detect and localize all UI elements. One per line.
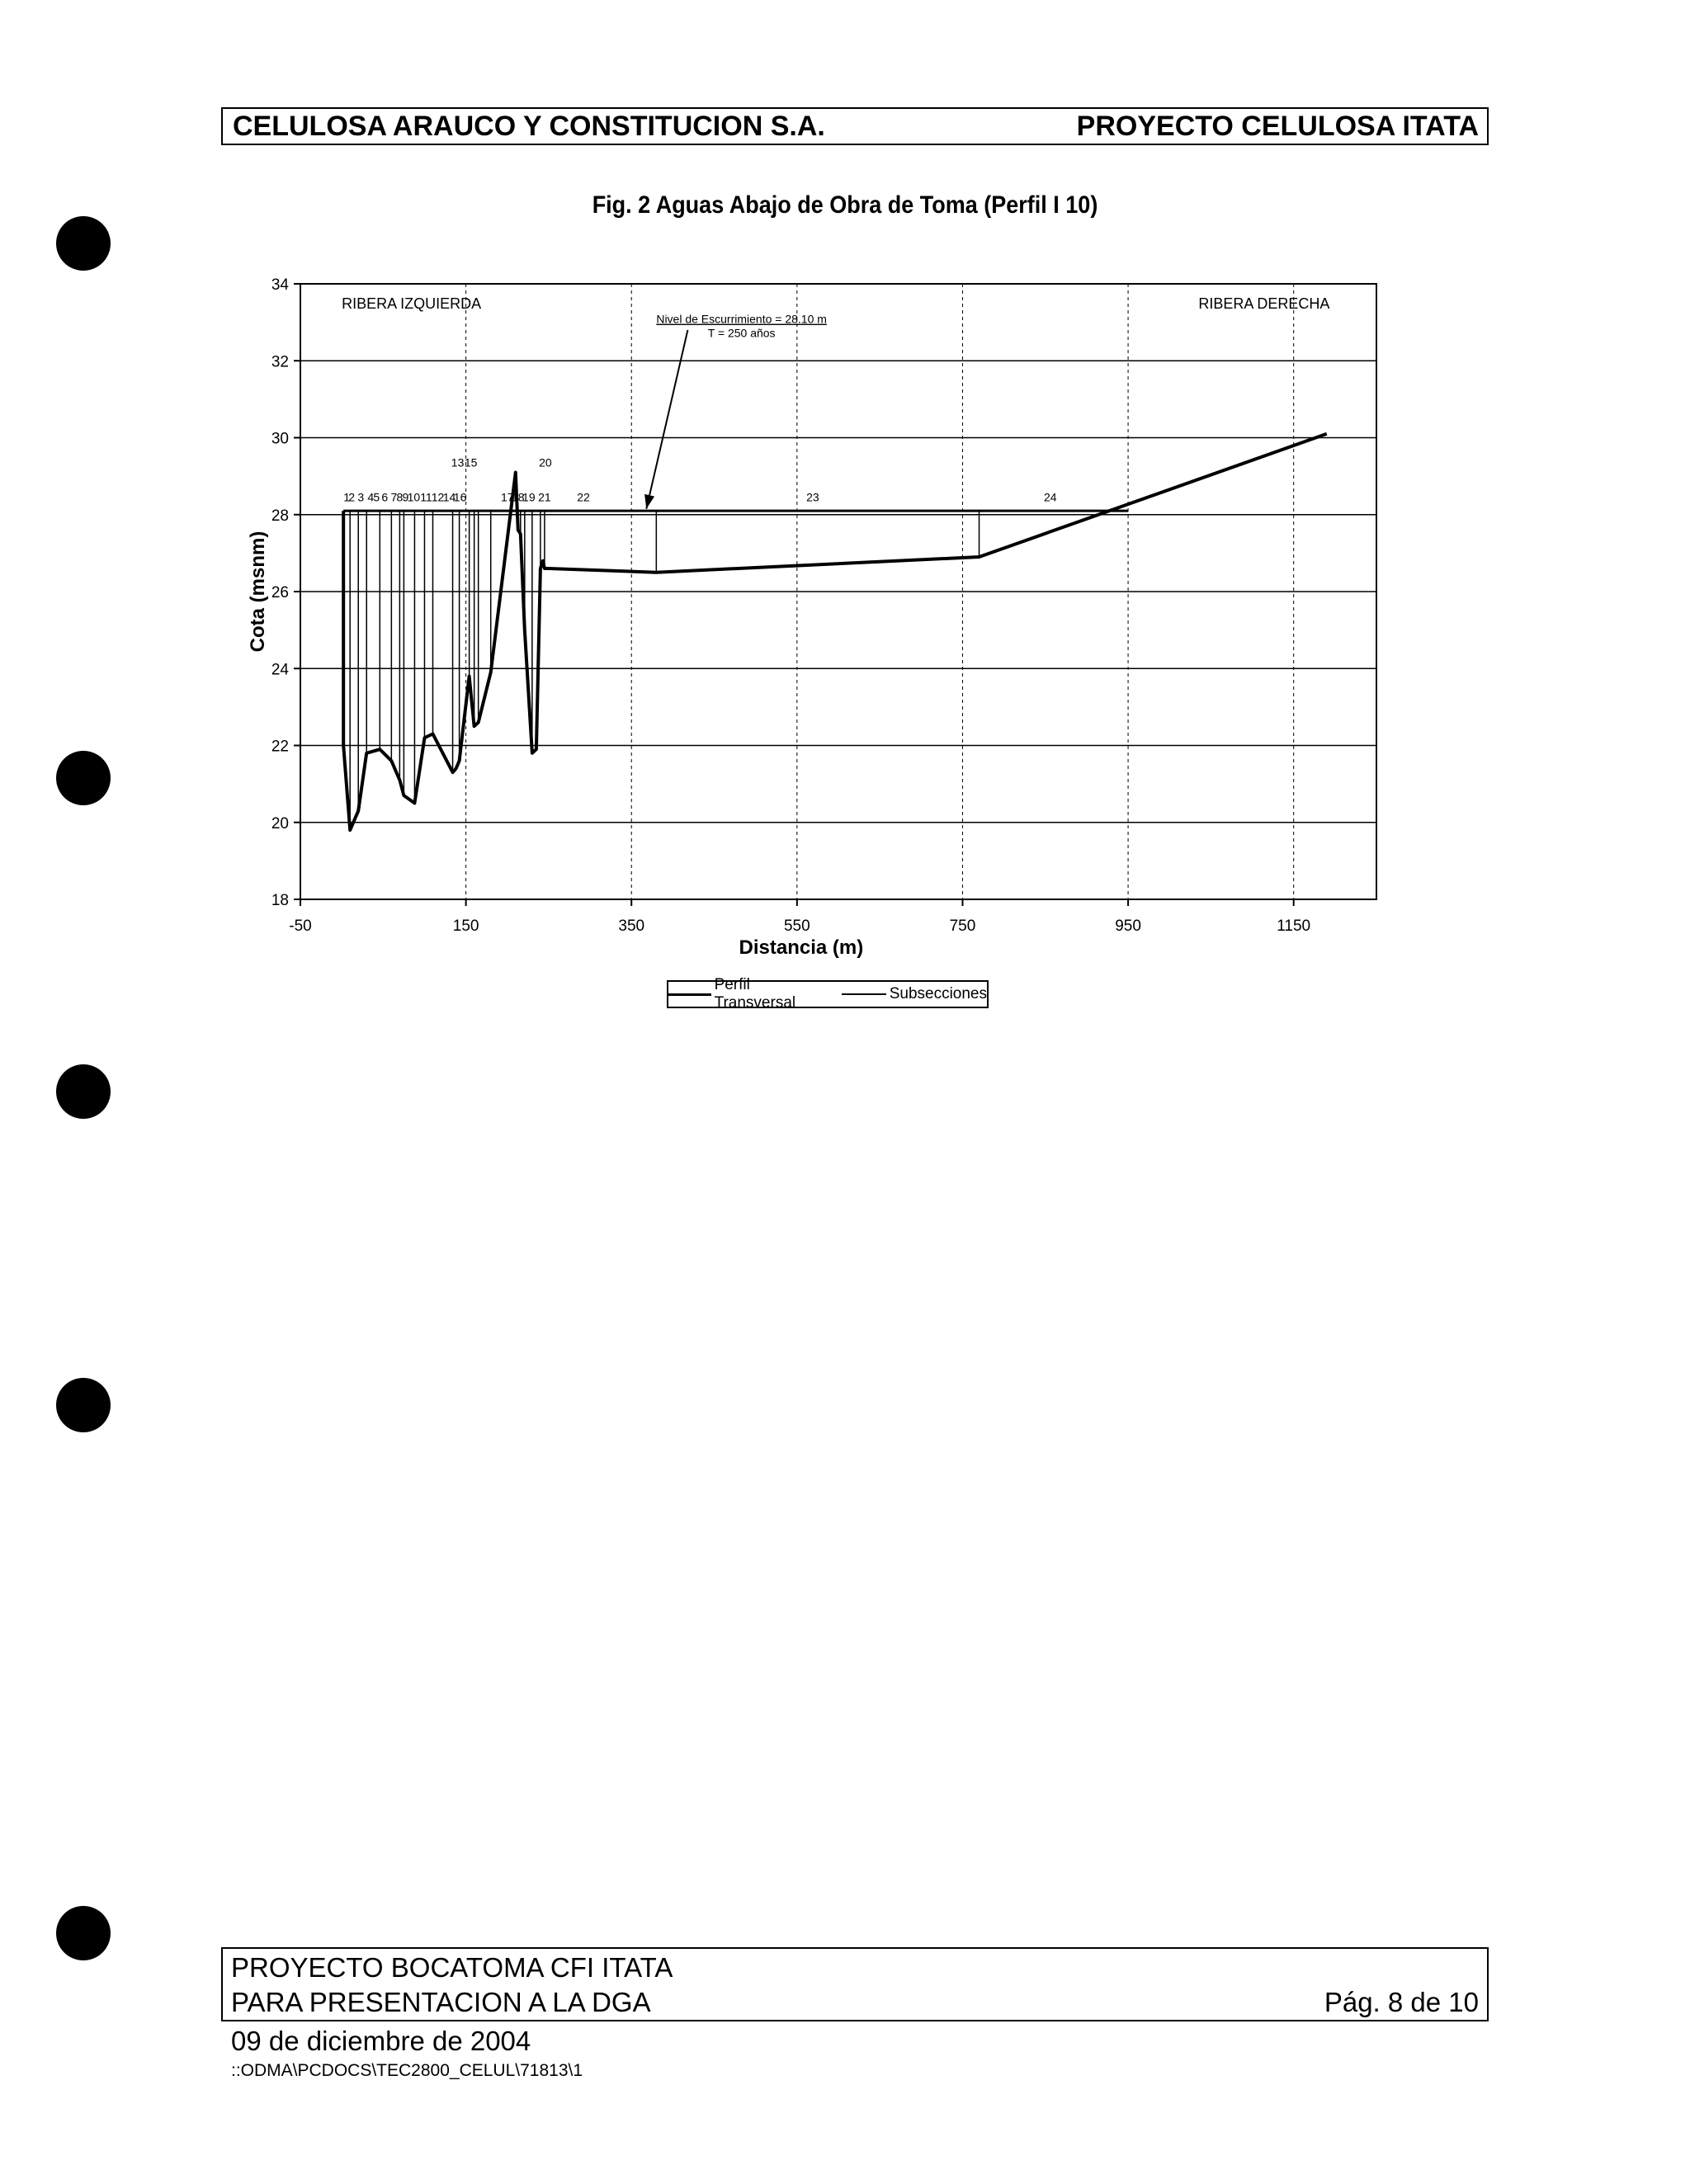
subsection-label: 6 (381, 490, 389, 504)
subsection-label: 13 (451, 455, 465, 469)
subsection-label: 4 (367, 490, 375, 504)
legend-label-subsections: Subsecciones (889, 985, 987, 1002)
subsection-label: 17 (500, 490, 514, 504)
chart-grid (300, 284, 1376, 899)
tick-label-y: 28 (271, 507, 289, 525)
subsection-label: 1 (343, 490, 351, 504)
page-number: Pág. 8 de 10 (1324, 1987, 1479, 2017)
subsections-series (343, 511, 1128, 830)
legend-label-profile: Perfil Transversal (714, 976, 796, 1012)
subsection-label: 14 (442, 490, 456, 504)
subsection-label: 3 (357, 490, 365, 504)
subsection-label: 9 (402, 490, 409, 504)
footer-date: 09 de diciembre de 2004 (231, 2026, 531, 2056)
tick-label-x: 350 (618, 917, 645, 935)
left-bank-label: RIBERA IZQUIERDA (342, 295, 482, 312)
punch-hole-3 (56, 1064, 111, 1119)
header-company: CELULOSA ARAUCO Y CONSTITUCION S.A. (233, 110, 825, 142)
tick-label-x: 750 (949, 917, 976, 935)
footer-path: ::ODMA\PCDOCS\TEC2800_CELUL\71813\1 (231, 2061, 583, 2080)
legend-item-subsections (842, 985, 987, 1003)
chart-legend (667, 976, 989, 1012)
chart-labels (342, 295, 1329, 503)
cross-section-chart (239, 264, 1411, 974)
subsection-label: 22 (577, 490, 590, 504)
tick-label-y: 32 (271, 353, 289, 371)
tick-label-x: 150 (452, 917, 479, 935)
tick-label-y: 22 (271, 738, 289, 756)
figure-title: Fig. 2 Aguas Abajo de Obra de Toma (Perfil I 10) (592, 191, 1098, 219)
annotation-arrow-line (646, 330, 687, 509)
tick-label-y: 26 (271, 584, 289, 601)
punch-hole-5 (56, 1906, 111, 1960)
chart-annotation (644, 313, 827, 509)
legend-swatch-profile (668, 993, 711, 996)
subsection-label: 10 (407, 490, 421, 504)
legend-swatch-subsections (842, 993, 886, 995)
x-axis-title: Distancia (m) (739, 936, 864, 959)
tick-label-y: 24 (271, 661, 289, 679)
subsection-label: 24 (1043, 490, 1057, 504)
tick-label-y: 30 (271, 430, 289, 448)
tick-label-x: 550 (783, 917, 810, 935)
y-axis-title: Cota (msnm) (247, 531, 269, 653)
chart-axes (247, 276, 1376, 959)
punch-hole-4 (56, 1378, 111, 1432)
subsection-label: 8 (396, 490, 404, 504)
header-project: PROYECTO CELULOSA ITATA (1076, 110, 1479, 142)
tick-label-x: 950 (1115, 917, 1141, 935)
subsection-label: 15 (464, 455, 478, 469)
page-header (221, 107, 1489, 145)
tick-label-y: 20 (271, 814, 289, 833)
subsection-label: 21 (538, 490, 551, 504)
subsection-label: 12 (431, 490, 445, 504)
subsection-label: 18 (512, 490, 525, 504)
subsection-label: 2 (348, 490, 356, 504)
subsection-label: 7 (390, 490, 398, 504)
punch-hole-2 (56, 751, 111, 805)
footer-project: PROYECTO BOCATOMA CFI ITATA (231, 1952, 673, 1983)
punch-hole-1 (56, 216, 111, 271)
legend-item-profile (668, 976, 830, 1012)
annotation-line-2: T = 250 años (707, 326, 776, 340)
subsection-label: 11 (420, 490, 432, 504)
subsection-label: 20 (539, 455, 552, 469)
footer-box (221, 1947, 1489, 2021)
tick-label-x: 1150 (1277, 917, 1311, 935)
subsection-label: 23 (806, 490, 819, 504)
footer-purpose: PARA PRESENTACION A LA DGA (231, 1987, 651, 2017)
tick-label-x: -50 (289, 917, 312, 935)
subsection-label: 16 (453, 490, 467, 504)
subsection-label: 5 (373, 490, 380, 504)
right-bank-label: RIBERA DERECHA (1198, 295, 1330, 312)
annotation-line-1: Nivel de Escurrimiento = 28.10 m (656, 312, 827, 326)
tick-label-y: 34 (271, 276, 289, 294)
subsection-label: 19 (522, 490, 536, 504)
tick-label-y: 18 (271, 892, 289, 909)
